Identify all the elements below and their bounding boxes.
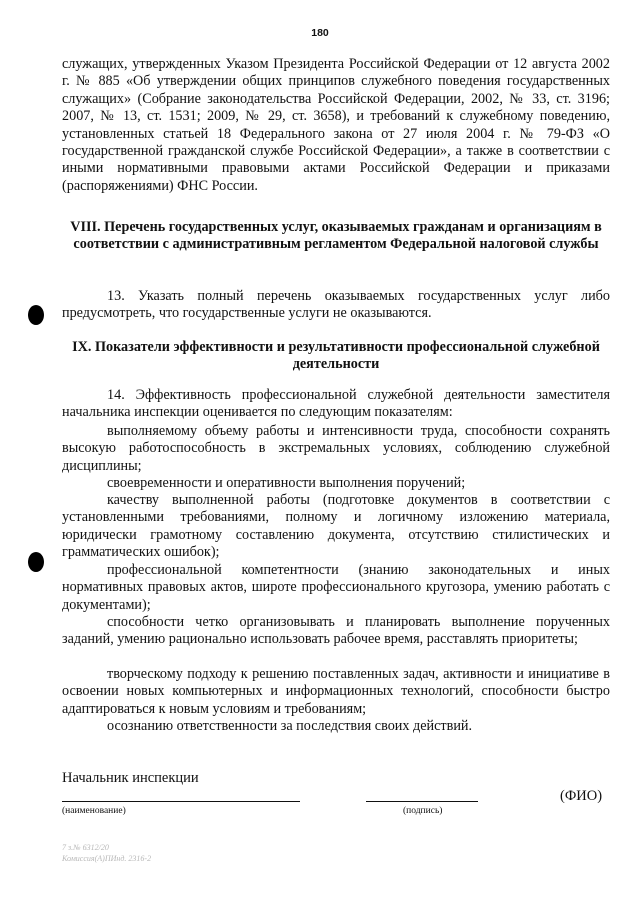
indicator-item: творческому подходу к решению поставленных задач, активности и инициативе в освоении новых компьютерных и информационных технологий, способности быстро адаптироваться к новым условиям и требованиям;	[62, 666, 610, 717]
indicator-item: способности четко организовывать и планировать выполнение порученных заданий, умению рационально использовать рабочее время, расставлять приоритеты;	[62, 614, 610, 648]
indicator-item: осознанию ответственности за последствия своих действий.	[107, 718, 473, 734]
indicator-item: профессиональной компетентности (знанию законодательных и иных нормативных правовых актов, широте профессионального кругозора, умению работать с документами);	[62, 562, 610, 613]
punch-hole-marker	[28, 552, 44, 572]
indicator-item: качеству выполненной работы (подготовке документов в соответствии с установленными требованиями, полному и логичному изложению материала, юридически грамотному составлению документа, отсутствию стилистических и грамматических ошибок);	[62, 492, 610, 561]
indicator-item: своевременности и оперативности выполнения поручений;	[107, 475, 466, 491]
fio-label: (ФИО)	[560, 788, 603, 804]
signature-underline	[366, 801, 478, 802]
name-caption: (наименование)	[62, 806, 126, 816]
faint-footer-line: Комиссия(А)ПИнд. 2316-2	[62, 854, 152, 863]
intro-paragraph: служащих, утвержденных Указом Президента Российской Федерации от 12 августа 2002 г. № 885 «Об утверждении общих принципов служебного поведения государственных служащих» (Собрание законодательства Российской Федерации, 2002, № 33, ст. 3196; 2007, № 13, ст. 1531; 2009, № 29, ст. 3658), и требований к служебному поведению, установленных статьей 18 Федерального закона от 27 июля 2004 г. № 79-ФЗ «О государственной гражданской службе Российской Федерации», а также в соответствии с иными нормативными правовыми актами Российской Федерации и приказами (распоряжениями) ФНС России.	[62, 56, 610, 194]
paragraph-14: 14. Эффективность профессиональной служебной деятельности заместителя начальника инспекции оценивается по следующим показателям:	[62, 387, 610, 421]
indicator-item: выполняемому объему работы и интенсивности труда, способности сохранять высокую работоспособность в экстремальных условиях, соблюдению служебной дисциплины;	[62, 423, 610, 474]
signature-title: Начальник инспекции	[62, 770, 199, 786]
signature-caption: (подпись)	[403, 806, 443, 816]
name-underline	[62, 801, 300, 802]
paragraph-13: 13. Указать полный перечень оказываемых государственных услуг либо предусмотреть, что государственные услуги не оказываются.	[62, 288, 610, 322]
section-9-heading: IX. Показатели эффективности и результативности профессиональной служебной деятельности	[72, 339, 600, 373]
punch-hole-marker	[28, 305, 44, 325]
section-8-heading: VIII. Перечень государственных услуг, оказываемых гражданам и организациям в соответствии с административным регламентом Федеральной налоговой службы	[70, 219, 602, 253]
page-number: 180	[311, 27, 329, 39]
faint-footer-line: 7 з.№ 6312/20	[62, 843, 109, 852]
